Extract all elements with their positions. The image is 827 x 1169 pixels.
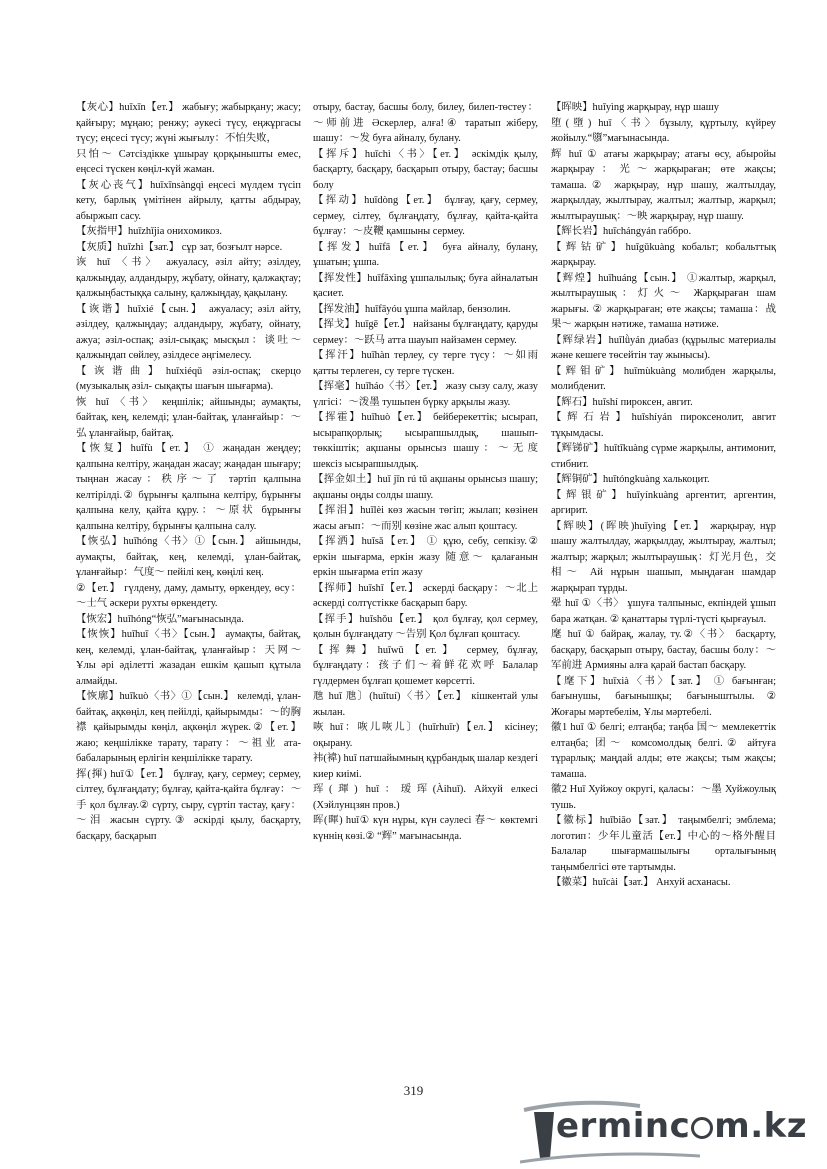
dictionary-entry: 【辉钼矿】huīmùkuàng молибден жарқылы, молибденит. <box>551 365 776 392</box>
dictionary-entry: 【挥洒】huīsǎ【ет.】 ① құю, себу, сепкізу.② еркін шығарма, еркін жазу 随意～ қалағанын еркін шығарма етіп жазу <box>313 536 538 578</box>
dictionary-entry: 【挥斥】huīchì〈书〉【ет.】 әскімдік қылу, басқарту, басқару, басқарып отыру, бастау; басшы болу <box>313 148 538 191</box>
dictionary-entry: 虺 huī 虺〕(huītuí)〈书〉【ет.】 кішкентай улы жылан. <box>313 691 538 718</box>
dictionary-entry: 【恢宏】huīhóng“恢弘”мағынасында. <box>76 613 244 625</box>
dictionary-entry: 【灰心】huīxīn【ет.】 жабығу; жабырқану; жасу; қайғыру; мұңаю; ренжу; әукесі түсу, еңжұргасы түсу; еңсесі түсу; жүні жығылу：不怕失败， <box>76 102 301 144</box>
dictionary-entry: 【恢弘】huīhóng〈书〉①【сын.】 айшынды, аумақты, байтақ, кең, келемді, ұлан-байтақ, ұланғайыр：气度～ пейілі кең, көңілі кең. <box>76 536 301 578</box>
dictionary-entry: 【挥泪】huīlèi көз жасын төгіп; жылап; көзінен жасы ағып：～而别 көзіне жас алып қоштасу. <box>313 505 538 532</box>
dictionary-entry: 辉 huī ① атағы жарқырау; атағы өсу, абыройы жарқырау：光～жарқыраған; өте жақсы; тамаша.② жарқырау, нұр шашу, жалтылдау, жарқылдау, жылтырау, жалтыл; жалтыр, жарқыл; жылтыраушық：～映 жарқырау, нұр шашу. <box>551 148 776 222</box>
dictionary-entry: 徽2 Huī Хуйжоу округі, қаласы：～墨 Хуйжоулық тушь. <box>551 784 776 811</box>
dictionary-entry: 【辉铜矿】huītóngkuàng халькоцит. <box>551 474 710 485</box>
dictionary-entry: 【灰质】huīzhì【зат.】 сұр зат, бозғылт нәрсе. <box>76 241 283 253</box>
dictionary-entry: 【诙谐曲】huīxiéqǔ әзіл-оспақ; скерцо (музыкалық әзіл- сықақты шағын шығарма). <box>76 365 301 392</box>
termincom-logo <box>520 1098 820 1168</box>
dictionary-column-middle <box>313 100 538 844</box>
dictionary-entry: 恢 huī 〈书〉 кеңшілік; айшынды; аумақты, байтақ, кең, келемді; ұлан-байтақ, ұланғайыр：～弘 ұланғайыр, байтақ. <box>76 396 301 439</box>
dictionary-entry: 珲(琿) huī：瑷珲(Àihuī). Айхуй елкесі (Хэйлунцзян пров.) <box>313 784 538 811</box>
dictionary-entry: 【徽标】huībiāo【зат.】 таңымбелгі; эмблема; логотип：少年儿童活【ет.】中心的～格外醒目 Балалар шығармашылығы орталығының таңымбелгісі өте тартымды. <box>551 815 776 873</box>
dictionary-column-left <box>76 100 301 844</box>
dictionary-entry: 徽1 huī ① белгі; елтаңба; таңба 国～ мемлекеттік елтаңба; 团～ комсомолдық белгі.② айтуға тұрарлық; маңдай алды; өте жақсы; тым жақсы; тамаша. <box>551 722 776 780</box>
dictionary-entry: 诙 huī 〈书〉 ажуаласу, әзіл айту; әзілдеу, қалжыңдау, алдандыру, жұбату, ойнату, қалжақтау; қалжыңбастыққа салыну, қалжыңдау, қақылану. <box>76 257 301 299</box>
dictionary-entry: 【挥金如土】huī jīn rú tǔ ақшаны орынсыз шашу; ақшаны оңды солды шашу. <box>313 474 538 501</box>
dictionary-entry: 【挥手】huīshǒu【ет.】 қол бұлғау, қол сермеу, қолын бұлғаңдату ～告别 Қол бұлғап қоштасу. <box>313 613 538 640</box>
dictionary-entry: 【辉煌】huīhuáng【сын.】 ①жалтыр, жарқыл, жылтыраушық：灯火～ Жарқыраған шам жарығы. ② жарқыраған; өте жақсы; тамаша：战果～ жарқын нәтиже, тамаша нәтиже. <box>551 272 776 330</box>
dictionary-entry: ②【ет.】 гүлдену, даму, дамыту, өркендеу, өсу：～士气 әскери рухты өркендету. <box>76 582 301 609</box>
dictionary-entry: 【挥发油】huīfāyóu ұшпа майлар, бензолин. <box>313 303 511 315</box>
dictionary-entry: 【挥霍】huīhuò【ет.】 бейберекеттік; ысырап, ысырапқорлық; ысырапшылдық, шашып-төккіштік; ақшаны орынсыз шашу：～无度 шексіз ысырапшылдық. <box>313 412 538 470</box>
dictionary-entry: 麾 huī ① байрақ, жалау, ту.②〈书〉 басқарту, басқару, басқарып отыру, бастау, басшы болу：～军前进 Армияны алға қарай бастап басқару. <box>551 629 776 671</box>
dictionary-entry: 【辉锑矿】huītīkuàng сүрме жарқылы, антимонит, стибнит. <box>551 443 776 470</box>
dictionary-entry: 只怕～ Сәтсіздікке ұшырау қорқынышты емес, еңсесі түскен көңіл-күй жаман. <box>76 148 301 175</box>
dictionary-entry: 【辉银矿】huīyínkuàng аргентит, аргентин, аргирит. <box>551 489 776 516</box>
dictionary-entry: 【灰指甲】huīzhǐjia ониxомикоз. <box>76 226 222 237</box>
dictionary-entry: 【诙谐】huīxié【сын.】 ажуаласу; әзіл айту, әзілдеу, қалжыңдау; алдандыру, жұбату, ойнату, ажуа; әзіл-оспақ; әзіл-сықақ; мысқыл：谈吐～ қалжыңдап сөйлеу, әзілдесе әңгімелесу. <box>76 303 301 361</box>
dictionary-entry: 挥(揮) huī①【ет.】 бұлғау, қағу, сермеу; сермеу, сілтеу, бұлғаңдату; бұлғау, қайта-қайта бұлғау：～手 қол бұлғау.② сүрту, сыру, сүртіп тастау, қағу：～泪 жасын сүрту.③ әскірді қылу, басқарту, басқару, басқарып <box>76 768 301 842</box>
dictionary-entry: 咴 huī：咴儿咴儿〕(huīrhuīr)【ел.】 кісінеу; оқырану. <box>313 722 538 749</box>
dictionary-entry: 【晖映】huīyìng жарқырау, нұр шашу <box>551 102 719 113</box>
dictionary-entry: 袆(褘) huī патшайымның құрбандық шалар кездегі киер киімі. <box>313 753 538 780</box>
dictionary-entry: 【挥毫】huīháo〈书〉【ет.】 жазу сызу салу, жазу үлгісі：～泼墨 тушьпен бүрку арқылы жазу. <box>313 381 538 408</box>
dictionary-entry: 【挥师】huīshī【ет.】 әскерді басқару：～北上 әскерді солтүстікке басқарып бару. <box>313 582 538 609</box>
page-number: 319 <box>403 1083 424 1098</box>
dictionary-entry: 【恢复】huīfù【ет.】 ① жаңадан жеңдеу; қалпына келтіру, жаңадан жасау; жаңадан шығару; тыңнан жасау：秩序～了 тәртіп қалпына келтірілді.② бұрынғы қалпына келтіру, бұрынғы қалпына келу, қайта құру.：～原状 бұрынғы қалпына келтіру, бұрынғы қалпына салу. <box>76 443 301 532</box>
dictionary-entry: 晖(暉) huī① күн нұры, күн сәулесі 春～ көктемгі күннің көзі.② “辉” мағынасында. <box>313 815 538 842</box>
dictionary-entry: 【恢廓】huīkuò〈书〉①【сын.】 келемді, ұлан-байтақ, ақкөңіл, кең пейілді, қайырымды：～的胸襟 қайырымды көңіл, ақкөңіл жүрек.②【ет.】 жаю; кеңшілікке тарату, тарату：～祖业 ата-бабаларының ерлігін кеңшілікке тарату. <box>76 691 301 764</box>
dictionary-entry: 【挥舞】huīwǔ【ет.】 сермеу, бұлғау, бұлғаңдату：孩子们～着鲜花欢呼 Балалар гүлдермен бұлғап қошемет көрсетті. <box>313 644 538 687</box>
dictionary-entry: 【辉长岩】huīchángyán габбро. <box>551 226 692 237</box>
dictionary-entry: 【挥发性】huīfāxìng ұшпалылық; буға айналатын қасиет. <box>313 272 538 299</box>
dictionary-entry: 【辉钴矿】huīgǔkuàng кобальт; кобальттық жарқырау. <box>551 241 776 268</box>
dictionary-entry: 【辉映】(晖映)huīyìng【ет.】 жарқырау, нұр шашу жалтылдау, жарқылдау, жылтырау, жалтыл; жалтыр; жарқыл; жылтыраушық：灯光月色，交相～ Ай нұрын шашып, мыңдаған шамдар жарқырап тұрды. <box>551 520 776 594</box>
dictionary-entry: 【辉石岩】huīshíyán пироксенолит, авгит тұқымдасы. <box>551 412 776 439</box>
dictionary-entry: отыру, бастау, басшы болу, билеу, билеп-төстеу：～师前进 Әскерлер, алға!④ таратып жіберу, шашу：～发 буға айналу, булану. <box>313 102 538 144</box>
dictionary-entry: 堕(墮) huī〈书〉бұзылу, құртылу, күйреу жойылу.“隳”мағынасында. <box>551 117 776 144</box>
logo-globe-icon <box>691 1117 713 1139</box>
dictionary-entry: 【挥汗】huīhàn терлеу, су терге түсу：～如雨 қатты терлеген, су терге түскен. <box>313 350 538 377</box>
dictionary-entry: 【徽菜】huīcài【зат.】 Анхуй асханасы. <box>551 877 731 888</box>
dictionary-entry: 翚 huī ①〈书〉 ұшуға талпыныс, екпіндей ұшып бара жатқан. ② қанаттары түрлі-түсті қырғауыл. <box>551 598 776 625</box>
dictionary-entry: 【辉绿岩】huīlǜyán диабаз (құрылыс материалы және кешеге төсейтін тау жынысы). <box>551 334 776 361</box>
dictionary-entry: 【挥动】huīdòng【ет.】 бұлғау, қағу, сермеу, сермеу, сілтеу, бұлғаңдату, бұлғау, қайта-қайта бұлғау：～皮鞭 қамшыны сермеу. <box>313 195 538 237</box>
dictionary-entry: 【辉石】huīshí пироксен, авгит. <box>551 396 693 408</box>
dictionary-entry: 【麾下】huīxià〈书〉【зат.】 ① бағынған; бағынушы, бағынышқы; бағыныштылы.② Жоғары мәртебелім, Ұлы мәртебелі. <box>551 675 776 718</box>
dictionary-entry: 【恢恢】huīhuī〈书〉【сын.】 аумақты, байтақ, кең, келемді, ұлан-байтақ, ұланғайыр：天网～ Ұлы әрі әділетті жазадан ешкім қашып құтыла алмайды. <box>76 629 301 687</box>
dictionary-column-right <box>551 100 776 891</box>
dictionary-entry: 【挥发】huīfā【ет.】 буға айналу, булану, ұшатын; ұшпа. <box>313 241 538 268</box>
dictionary-entry: 【挥戈】huīgē【ет.】 найзаны бұлғаңдату, қаруды сермеу：～跃马 атта шауып найзамен сермеу. <box>313 319 538 346</box>
dictionary-entry: 【灰心丧气】huīxīnsàngqì еңсесі мүлдем түсіп кету, барлық үмітінен айрылу, қатты абдырау, абыржып сасу. <box>76 179 301 222</box>
logo-wordmark: erminc m.kz <box>556 1106 808 1146</box>
